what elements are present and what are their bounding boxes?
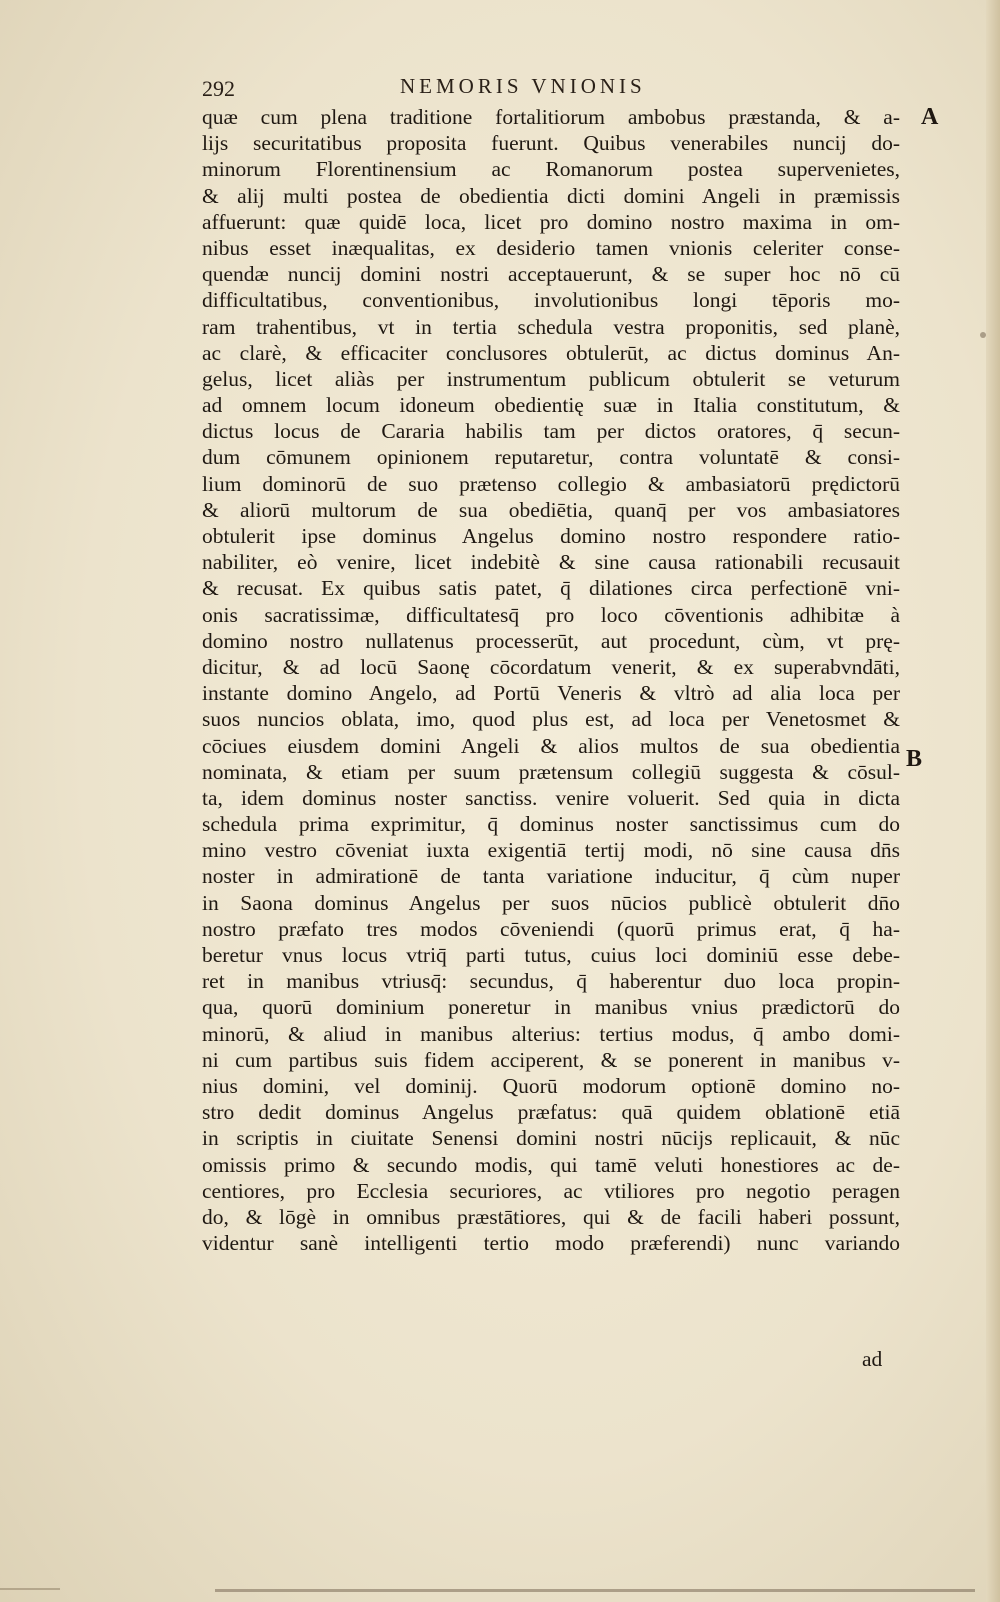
text-line: dictus locus de Cararia habilis tam per dictos oratores, q̄ secun-: [202, 419, 900, 444]
text-line: qua, quorū dominium poneretur in manibus vnius prædictorū do: [202, 995, 900, 1020]
text-line: videntur sanè intelligenti tertio modo præferendi) nunc variando: [202, 1231, 900, 1256]
text-line: domino nostro nullatenus processerūt, aut procedunt, cùm, vt prę-: [202, 628, 900, 653]
text-line: noster in admirationē de tanta variatione inducitur, q̄ cùm nuper: [202, 864, 900, 889]
ink-speck: [980, 332, 986, 338]
text-line: omissis primo & secundo modis, qui tamē veluti honestiores ac de-: [202, 1152, 900, 1177]
text-line: mino vestro cōveniat iuxta exigentiā tertij modi, nō sine causa dn̄s: [202, 838, 900, 863]
text-line: ac clarè, & efficaciter conclusores obtulerūt, ac dictus dominus An-: [202, 340, 900, 365]
page-number: 292: [202, 76, 235, 101]
text-line: beretur vnus locus vtriq̄ parti tutus, cuius loci dominiū esse debe-: [202, 943, 900, 967]
text-line: stro dedit dominus Angelus præfatus: quā quidem oblationē etiā: [202, 1100, 900, 1125]
text-line: affuerunt: quæ quidē loca, licet pro domino nostro maxima in om-: [202, 209, 900, 234]
edge-mark: [0, 1588, 60, 1590]
text-line: gelus, licet aliàs per instrumentum publicum obtulerit se veturum: [202, 366, 900, 391]
text-line: nostro præfato tres modos cōveniendi (quorū primus erat, q̄ ha-: [202, 916, 900, 941]
text-line: lium dominorū de suo prætenso collegio & ambasiatorū prędictorū: [202, 471, 900, 496]
text-line: in scriptis in ciuitate Senensi domini nostri nūcijs replicauit, & nūc: [202, 1126, 900, 1151]
text-line: dicitur, & ad locū Saonę cōcordatum venerit, & ex superabvndāti,: [202, 654, 900, 679]
running-head: NEMORIS VNIONIS: [400, 74, 646, 98]
text-line: difficultatibus, conventionibus, involutionibus longi tēporis mo-: [202, 288, 900, 313]
text-line: suos nuncios oblata, imo, quod plus est, ad loca per Venetosmet &: [202, 707, 900, 732]
text-line: onis sacratissimæ, difficultatesq̄ pro loco cōventionis adhibitæ à: [202, 602, 900, 627]
bottom-edge-mark: [215, 1589, 975, 1592]
text-line: & alij multi postea de obedientia dicti domini Angeli in præmissis: [202, 183, 900, 208]
text-line: minorū, & aliud in manibus alterius: tertius modus, q̄ ambo domi-: [202, 1021, 900, 1046]
text-line: ni cum partibus suis fidem acciperent, & se ponerent in manibus v-: [202, 1047, 900, 1072]
text-line: nominata, & etiam per suum prætensum collegiū suggesta & cōsul-: [202, 759, 900, 784]
margin-letter-b: B: [906, 746, 923, 772]
text-line: ad omnem locum idoneum obedientię suæ in Italia constitutum, &: [202, 393, 900, 418]
text-line: instante domino Angelo, ad Portū Veneris & vltrò ad alia loca per: [202, 681, 900, 706]
page-gutter-shadow: [986, 0, 1000, 1602]
text-line: lijs securitatibus proposita fuerunt. Quibus venerabiles nuncij do-: [202, 131, 900, 156]
text-line: in Saona dominus Angelus per suos nūcios publicè obtulerit dn̄o: [202, 890, 900, 915]
text-line: schedula prima exprimitur, q̄ dominus noster sanctissimus cum do: [202, 812, 900, 837]
text-line: dum cōmunem opinionem reputaretur, contra voluntatē & consi-: [202, 445, 900, 470]
text-line: quæ cum plena traditione fortalitiorum ambobus præstanda, & a-: [202, 105, 900, 129]
text-line: ram trahentibus, vt in tertia schedula vestra proponitis, sed planè,: [202, 314, 900, 339]
text-line: nibus esset inæqualitas, ex desiderio tamen vnionis celeriter conse-: [202, 235, 900, 260]
text-line: ta, idem dominus noster sanctiss. venire voluerit. Sed quia in dicta: [202, 785, 900, 810]
text-line: nius domini, vel dominij. Quorū modorum optionē domino no-: [202, 1073, 900, 1098]
text-line: & aliorū multorum de sua obediētia, quanq̄ per vos ambasiatores: [202, 497, 900, 522]
catchword: ad: [862, 1347, 883, 1371]
text-line: centiores, pro Ecclesia securiores, ac vtiliores pro negotio peragen: [202, 1178, 900, 1203]
text-line: obtulerit ipse dominus Angelus domino nostro respondere ratio-: [202, 524, 900, 548]
body-text: [202, 104, 900, 1256]
text-line: nabiliter, eò venire, licet indebitè & sine causa rationabili recusauit: [202, 550, 900, 575]
text-line: ret in manibus vtriusq̄: secundus, q̄ haberentur duo loca propin-: [202, 969, 900, 994]
margin-letter-a: A: [921, 104, 939, 130]
text-line: minorum Florentinensium ac Romanorum postea supervenietes,: [202, 157, 900, 182]
text-line: quendæ nuncij domini nostri acceptauerunt, & se super hoc nō cū: [202, 262, 900, 287]
text-line: & recusat. Ex quibus satis patet, q̄ dilationes circa perfectionē vni-: [202, 576, 900, 601]
text-line: cōciues eiusdem domini Angeli & alios multos de sua obedientia: [202, 733, 900, 758]
text-line: do, & lōgè in omnibus præstātiores, qui & de facili haberi possunt,: [202, 1204, 900, 1229]
